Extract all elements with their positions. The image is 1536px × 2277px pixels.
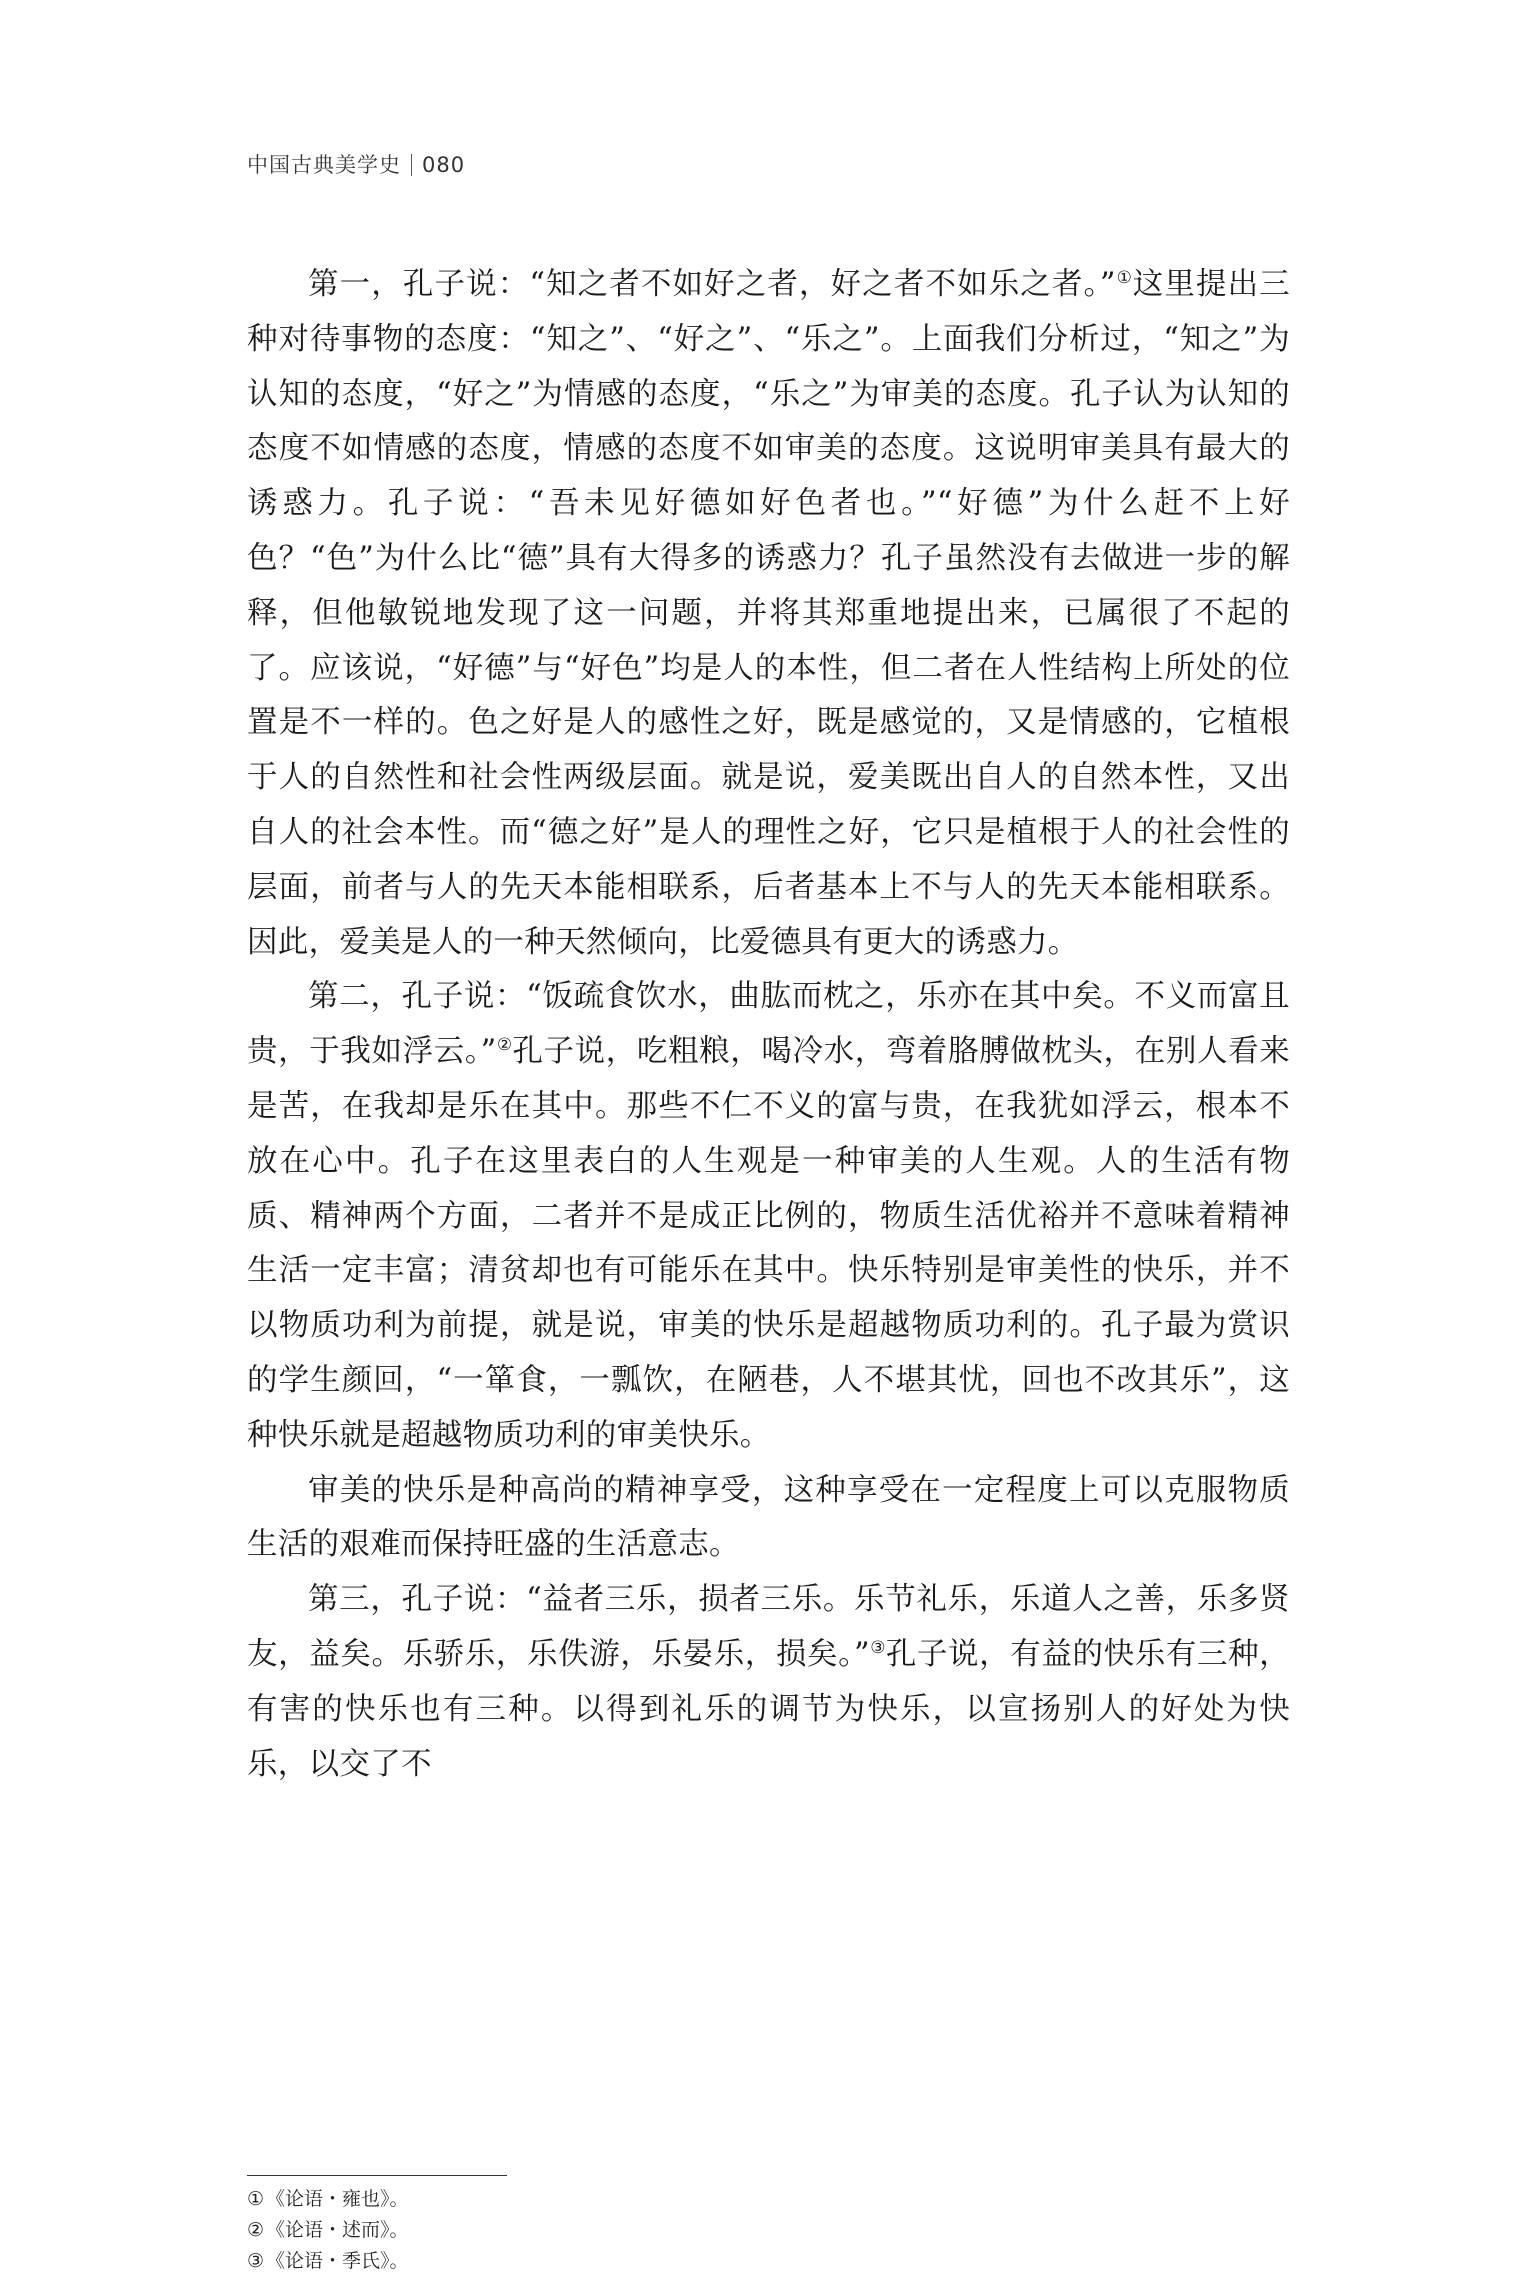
footnote-mark: ② bbox=[247, 2219, 265, 2241]
paragraph-text: 审美的快乐是种高尚的精神享受，这种享受在一定程度上可以克服物质生活的艰难而保持旺盛的生活意志。 bbox=[247, 1472, 1290, 1563]
footnote-text: 《论语・雍也》。 bbox=[266, 2188, 409, 2210]
paragraph bbox=[247, 258, 1290, 970]
footnote-reference: ① bbox=[1115, 268, 1133, 288]
footnotes bbox=[247, 2184, 409, 2277]
main-text bbox=[247, 258, 1290, 1792]
footnote bbox=[247, 2215, 409, 2246]
footnote-reference: ② bbox=[496, 1035, 513, 1056]
header-divider bbox=[411, 154, 412, 176]
footnote-mark: ③ bbox=[247, 2250, 265, 2272]
paragraph-text: 孔子说，吃粗粮，喝冷水，弯着胳膊做枕头，在别人看来是苦，在我却是乐在其中。那些不仁不义的富与贵，在我犹如浮云，根本不放在心中。孔子在这里表白的人生观是一种审美的人生观。人的生活有物质、精神两个方面，二者并不是成正比例的，物质生活优裕并不意味着精神生活一定丰富；清贫却也有可能乐在其中。快乐特别是审美性的快乐，并不以物质功利为前提，就是说，审美的快乐是超越物质功利的。孔子最为赏识的学生颜回，“一箪食，一瓢饮，在陋巷，人不堪其忧，回也不改其乐”，这种快乐就是超越物质功利的审美快乐。 bbox=[247, 1034, 1290, 1453]
footnote-reference: ③ bbox=[869, 1637, 886, 1658]
footnote-divider bbox=[247, 2175, 507, 2176]
page-number: 080 bbox=[422, 153, 466, 177]
footnote-mark: ① bbox=[247, 2188, 265, 2210]
paragraph bbox=[247, 970, 1290, 1463]
footnote-text: 《论语・季氏》。 bbox=[266, 2250, 409, 2272]
paragraph bbox=[247, 1573, 1290, 1792]
footnote bbox=[247, 2184, 409, 2215]
running-head bbox=[247, 149, 465, 179]
book-title: 中国古典美学史 bbox=[247, 153, 401, 177]
paragraph-text: 第一，孔子说：“知之者不如好之者，好之者不如乐之者。” bbox=[308, 267, 1116, 302]
paragraph-text: 第三，孔子说：“益者三乐，损者三乐。乐节礼乐，乐道人之善，乐多贤友，益矣。乐骄乐，乐佚游，乐晏乐，损矣。” bbox=[247, 1582, 1290, 1672]
paragraph-text: 第二，孔子说：“饭疏食饮水，曲肱而枕之，乐亦在其中矣。不义而富且贵，于我如浮云。” bbox=[247, 979, 1290, 1070]
paragraph-text: 孔子说，有益的快乐有三种，有害的快乐也有三种。以得到礼乐的调节为快乐，以宣扬别人的好处为快乐，以交了不 bbox=[247, 1636, 1290, 1782]
paragraph-text: 这里提出三种对待事物的态度：“知之”、“好之”、“乐之”。上面我们分析过，“知之”为认知的态度，“好之”为情感的态度，“乐之”为审美的态度。孔子认为认知的态度不如情感的态度，情感的态度不如审美的态度。这说明审美具有最大的诱惑力。孔子说：“吾未见好德如好色者也。”“好德”为什么赶不上好色？“色”为什么比“德”具有大得多的诱惑力？孔子虽然没有去做进一步的解释，但他敏锐地发现了这一问题，并将其郑重地提出来，已属很了不起的了。应该说，“好德”与“好色”均是人的本性，但二者在人性结构上所处的位置是不一样的。色之好是人的感性之好，既是感觉的，又是情感的，它植根于人的自然性和社会性两级层面。就是说，爱美既出自人的自然本性，又出自人的社会本性。而“德之好”是人的理性之好，它只是植根于人的社会性的层面，前者与人的先天本能相联系，后者基本上不与人的先天本能相联系。因此，爱美是人的一种天然倾向，比爱德具有更大的诱惑力。 bbox=[247, 267, 1290, 960]
paragraph bbox=[247, 1464, 1290, 1574]
footnote-text: 《论语・述而》。 bbox=[266, 2219, 409, 2241]
footnote bbox=[247, 2246, 409, 2277]
